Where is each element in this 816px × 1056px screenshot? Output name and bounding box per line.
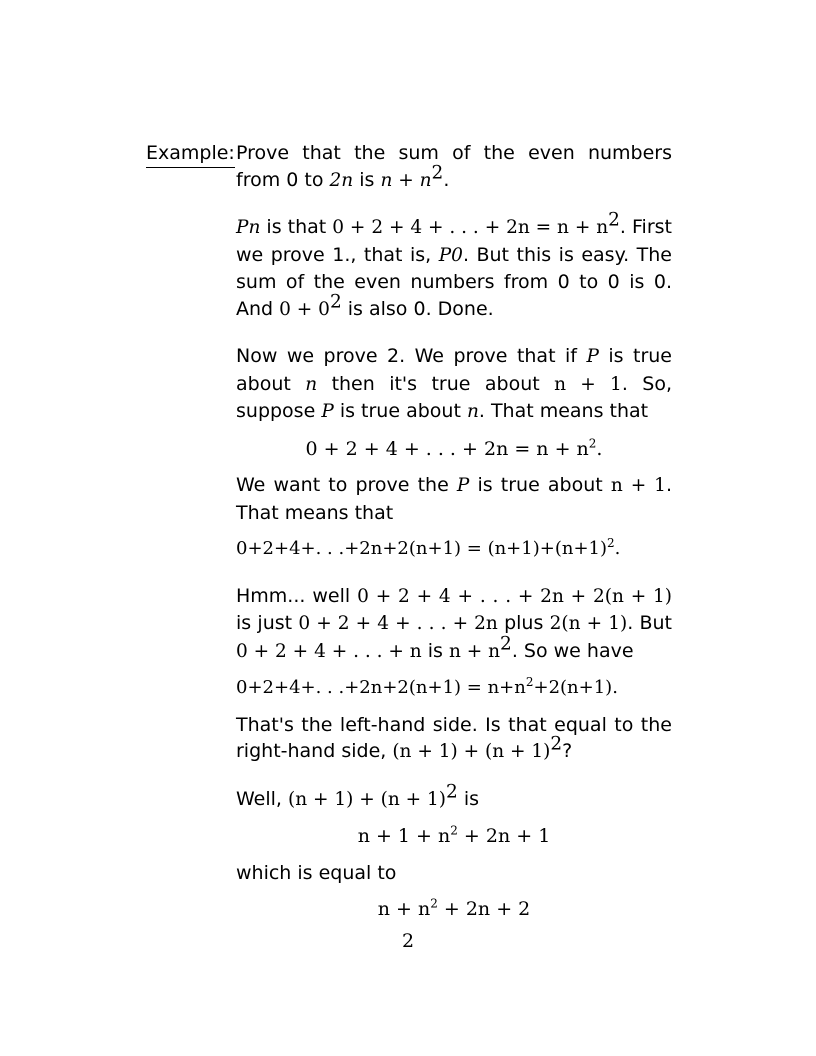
- example-label: Example:: [146, 140, 235, 168]
- equation-expansion: $n + 1 + n^2 + 2n + 1$: [357, 823, 551, 847]
- proof-body: [236, 140, 672, 933]
- example-statement: Prove that the sum of the even numbers from 0 to 2n is $n + n^2$.: [236, 142, 672, 191]
- paragraph-which-is-equal: which is equal to: [236, 861, 397, 884]
- paragraph-inductive-step: Now we prove 2. We prove that if P is true about n then it's true about n + 1. So, suppose P is true about n. That means that: [236, 345, 672, 422]
- equation-hypothesis: 0 + 2 + 4 + . . . + $2n = n + n^2$.: [305, 436, 603, 460]
- paragraph-goal: We want to prove the P is true about n + 1. That means that: [236, 474, 672, 524]
- paragraph-hmm: Hmm... well 0 + 2 + 4 + . . . + 2n + 2(n + 1) is just 0 + 2 + 4 + . . . + 2n plus 2(n + 1). But 0 + 2 + 4 + . . . + n is $n + n^2$. So we have: [236, 584, 672, 662]
- paragraph-compare: That's the left-hand side. Is that equal to the right-hand side, $(n + 1) + (n + 1)^2$?: [236, 713, 672, 762]
- paragraph-well: Well, $(n + 1) + (n + 1)^2$ is: [236, 781, 480, 810]
- equation-simplified: $n + n^2 + 2n + 2$: [377, 896, 531, 920]
- page-number: 2: [401, 930, 415, 952]
- paragraph-base-case: Pn is that 0 + 2 + 4 + . . . + $2n = n + n^2$. First we prove 1., that is, P0. But this is easy. The sum of the even numbers from 0 to 0 is 0. And $0 + 0^2$ is also 0. Done.: [236, 209, 672, 320]
- equation-left-hand-side: 0+2+4+. . $.+2n+2(n+1) = n+n^2+2(n+1)$.: [236, 675, 618, 698]
- equation-goal: 0+2+4+. . $.+2n+2(n+1) = (n+1)+(n+1)^2$.: [236, 536, 621, 559]
